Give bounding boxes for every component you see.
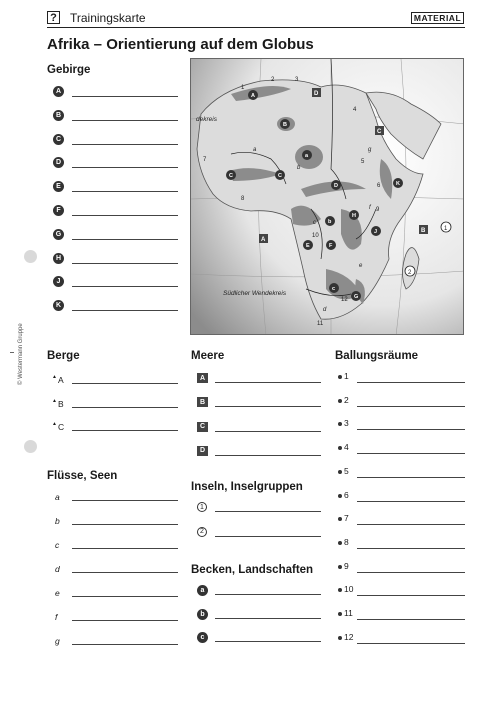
answer-line-fluesse[interactable]	[72, 596, 178, 597]
answer-line-fluesse[interactable]	[72, 524, 178, 525]
river-d: d	[323, 307, 327, 313]
card-type: Trainingskarte	[70, 11, 146, 25]
answer-line-gebirge[interactable]	[72, 96, 178, 97]
label-fluesse: c	[55, 540, 60, 550]
river-f: f	[369, 205, 371, 211]
label-ballung: 4	[344, 442, 349, 453]
marker-gebirge: K	[53, 300, 64, 311]
marker-meere: C	[197, 422, 208, 432]
mtn-C1: C	[229, 173, 233, 179]
header-rule	[47, 27, 465, 28]
river-c: c	[313, 220, 316, 226]
heading-meere: Meere	[191, 350, 225, 362]
mtn-H: H	[352, 213, 356, 219]
label-ballung: 12	[344, 631, 354, 642]
marker-gebirge: F	[53, 205, 64, 216]
marker-meere: A	[197, 373, 208, 383]
marker-inseln: 1	[197, 502, 207, 512]
dot-ballung	[338, 446, 342, 450]
city-2: 2	[271, 77, 275, 83]
dot-ballung	[338, 541, 342, 545]
label-ballung: 8	[344, 536, 349, 547]
city-6: 6	[377, 183, 381, 189]
label-fluesse: d	[55, 564, 60, 574]
marker-becken: a	[197, 585, 208, 596]
marker-gebirge: B	[53, 110, 64, 121]
label-fluesse: f	[55, 612, 58, 622]
mtn-E: E	[306, 243, 310, 249]
mtn-F: F	[329, 243, 333, 249]
africa-globe-map	[190, 58, 464, 335]
marker-gebirge: J	[53, 276, 64, 287]
sea-A: A	[261, 237, 266, 243]
city-1: 1	[241, 85, 245, 91]
dot-ballung	[338, 517, 342, 521]
answer-line-meere[interactable]	[215, 382, 321, 383]
map-label-wendekreis-n: dekreis	[196, 116, 217, 123]
answer-line-ballung[interactable]	[357, 619, 465, 620]
marker-inseln: 2	[197, 527, 207, 537]
answer-line-becken[interactable]	[215, 594, 321, 595]
marker-gebirge: A	[53, 86, 64, 97]
dot-ballung	[338, 636, 342, 640]
answer-line-fluesse[interactable]	[72, 572, 178, 573]
answer-line-meere[interactable]	[215, 455, 321, 456]
punch-hole	[24, 250, 37, 263]
answer-line-gebirge[interactable]	[72, 239, 178, 240]
answer-line-ballung[interactable]	[357, 548, 465, 549]
answer-line-gebirge[interactable]	[72, 120, 178, 121]
marker-gebirge: H	[53, 253, 64, 264]
label-ballung: 5	[344, 465, 349, 476]
answer-line-ballung[interactable]	[357, 477, 465, 478]
answer-line-gebirge[interactable]	[72, 263, 178, 264]
marker-becken: c	[197, 632, 208, 643]
sea-D: D	[314, 91, 319, 97]
label-berge: B	[58, 398, 64, 409]
city-5: 5	[361, 159, 365, 165]
peak-icon: ▲	[52, 374, 57, 380]
basin-a: a	[305, 153, 309, 159]
answer-line-ballung[interactable]	[357, 595, 465, 596]
label-ballung: 6	[344, 489, 349, 500]
answer-line-becken[interactable]	[215, 618, 321, 619]
answer-line-fluesse[interactable]	[72, 620, 178, 621]
marker-gebirge: D	[53, 157, 64, 168]
answer-line-inseln[interactable]	[215, 536, 321, 537]
answer-line-ballung[interactable]	[357, 572, 465, 573]
mtn-C2: C	[278, 173, 282, 179]
heading-fluesse: Flüsse, Seen	[47, 470, 118, 482]
sea-C: C	[377, 129, 382, 135]
city-10: 10	[312, 233, 319, 239]
answer-line-ballung[interactable]	[357, 453, 465, 454]
answer-line-gebirge[interactable]	[72, 167, 178, 168]
answer-line-inseln[interactable]	[215, 511, 321, 512]
answer-line-ballung[interactable]	[357, 501, 465, 502]
river-a: a	[253, 147, 257, 153]
marker-meere: D	[197, 446, 208, 456]
answer-line-meere[interactable]	[215, 406, 321, 407]
city-12: 12	[341, 297, 348, 303]
sea-B: B	[421, 228, 426, 234]
answer-line-becken[interactable]	[215, 641, 321, 642]
dot-ballung	[338, 422, 342, 426]
marker-meere: B	[197, 397, 208, 407]
city-8: 8	[241, 196, 245, 202]
river-e: e	[359, 263, 363, 269]
peak-icon: ▲	[52, 421, 57, 427]
dot-ballung	[338, 375, 342, 379]
answer-line-berge[interactable]	[72, 407, 178, 408]
dot-ballung	[338, 588, 342, 592]
answer-line-fluesse[interactable]	[72, 548, 178, 549]
answer-line-ballung[interactable]	[357, 524, 465, 525]
answer-line-fluesse[interactable]	[72, 500, 178, 501]
map-svg	[191, 59, 464, 335]
label-ballung: 11	[344, 608, 353, 618]
label-ballung: 3	[344, 418, 349, 429]
marker-gebirge: G	[53, 229, 64, 240]
answer-line-gebirge[interactable]	[72, 144, 178, 145]
label-ballung: 1	[344, 371, 349, 381]
label-ballung: 2	[344, 394, 349, 405]
city-4: 4	[353, 107, 357, 113]
answer-line-fluesse[interactable]	[72, 644, 178, 645]
label-ballung: 7	[344, 513, 349, 524]
mtn-D: D	[334, 183, 338, 189]
city-3: 3	[295, 77, 299, 83]
page-title: Afrika – Orientierung auf dem Globus	[47, 36, 314, 53]
label-fluesse: a	[55, 492, 60, 502]
heading-ballung: Ballungsräume	[335, 350, 419, 362]
answer-line-berge[interactable]	[72, 430, 178, 431]
island-1: 1	[444, 226, 448, 232]
label-fluesse: e	[55, 588, 60, 598]
label-berge: A	[58, 375, 64, 385]
punch-hole	[24, 440, 37, 453]
answer-line-ballung[interactable]	[357, 382, 465, 383]
mtn-J: J	[374, 229, 378, 235]
river-b: b	[297, 165, 301, 171]
basin-c: c	[332, 286, 336, 292]
dot-ballung	[338, 565, 342, 569]
heading-inseln: Inseln, Inselgruppen	[191, 481, 303, 493]
label-fluesse: g	[55, 636, 60, 646]
peak-icon: ▲	[52, 397, 57, 404]
basin-b: b	[328, 219, 332, 225]
copyright: © Westermann Gruppe	[18, 323, 24, 385]
label-ballung: 10	[344, 584, 354, 595]
marker-gebirge: C	[53, 134, 64, 145]
heading-becken: Becken, Landschaften	[191, 564, 314, 576]
mtn-B: B	[283, 122, 287, 128]
heading-berge: Berge	[47, 350, 80, 362]
answer-line-meere[interactable]	[215, 431, 321, 432]
river-g: g	[368, 147, 372, 153]
label-fluesse: b	[55, 516, 60, 526]
answer-line-ballung[interactable]	[357, 406, 465, 407]
fold-mark	[10, 352, 14, 353]
dot-ballung	[338, 612, 342, 616]
map-label-wendekreis-s: Südlicher Wendekreis	[223, 290, 287, 297]
city-9: 9	[376, 207, 380, 213]
label-berge: C	[58, 422, 65, 432]
answer-line-gebirge[interactable]	[72, 310, 178, 311]
dot-ballung	[338, 494, 342, 498]
question-badge: ?	[47, 11, 60, 24]
dot-ballung	[338, 470, 342, 474]
city-7: 7	[203, 157, 207, 163]
mtn-A: A	[251, 93, 255, 99]
answer-line-gebirge[interactable]	[72, 215, 178, 216]
island-2: 2	[408, 270, 412, 276]
city-11: 11	[317, 321, 324, 327]
answer-line-berge[interactable]	[72, 383, 178, 384]
answer-line-gebirge[interactable]	[72, 191, 178, 192]
material-label: MATERIAL	[411, 12, 464, 24]
answer-line-gebirge[interactable]	[72, 286, 178, 287]
marker-gebirge: E	[53, 181, 64, 192]
answer-line-ballung[interactable]	[357, 429, 465, 430]
heading-gebirge: Gebirge	[47, 64, 91, 76]
dot-ballung	[338, 399, 342, 403]
label-ballung: 9	[344, 560, 349, 571]
mtn-G: G	[354, 294, 359, 300]
marker-becken: b	[197, 609, 208, 620]
answer-line-ballung[interactable]	[357, 643, 465, 644]
mtn-K: K	[396, 181, 400, 187]
